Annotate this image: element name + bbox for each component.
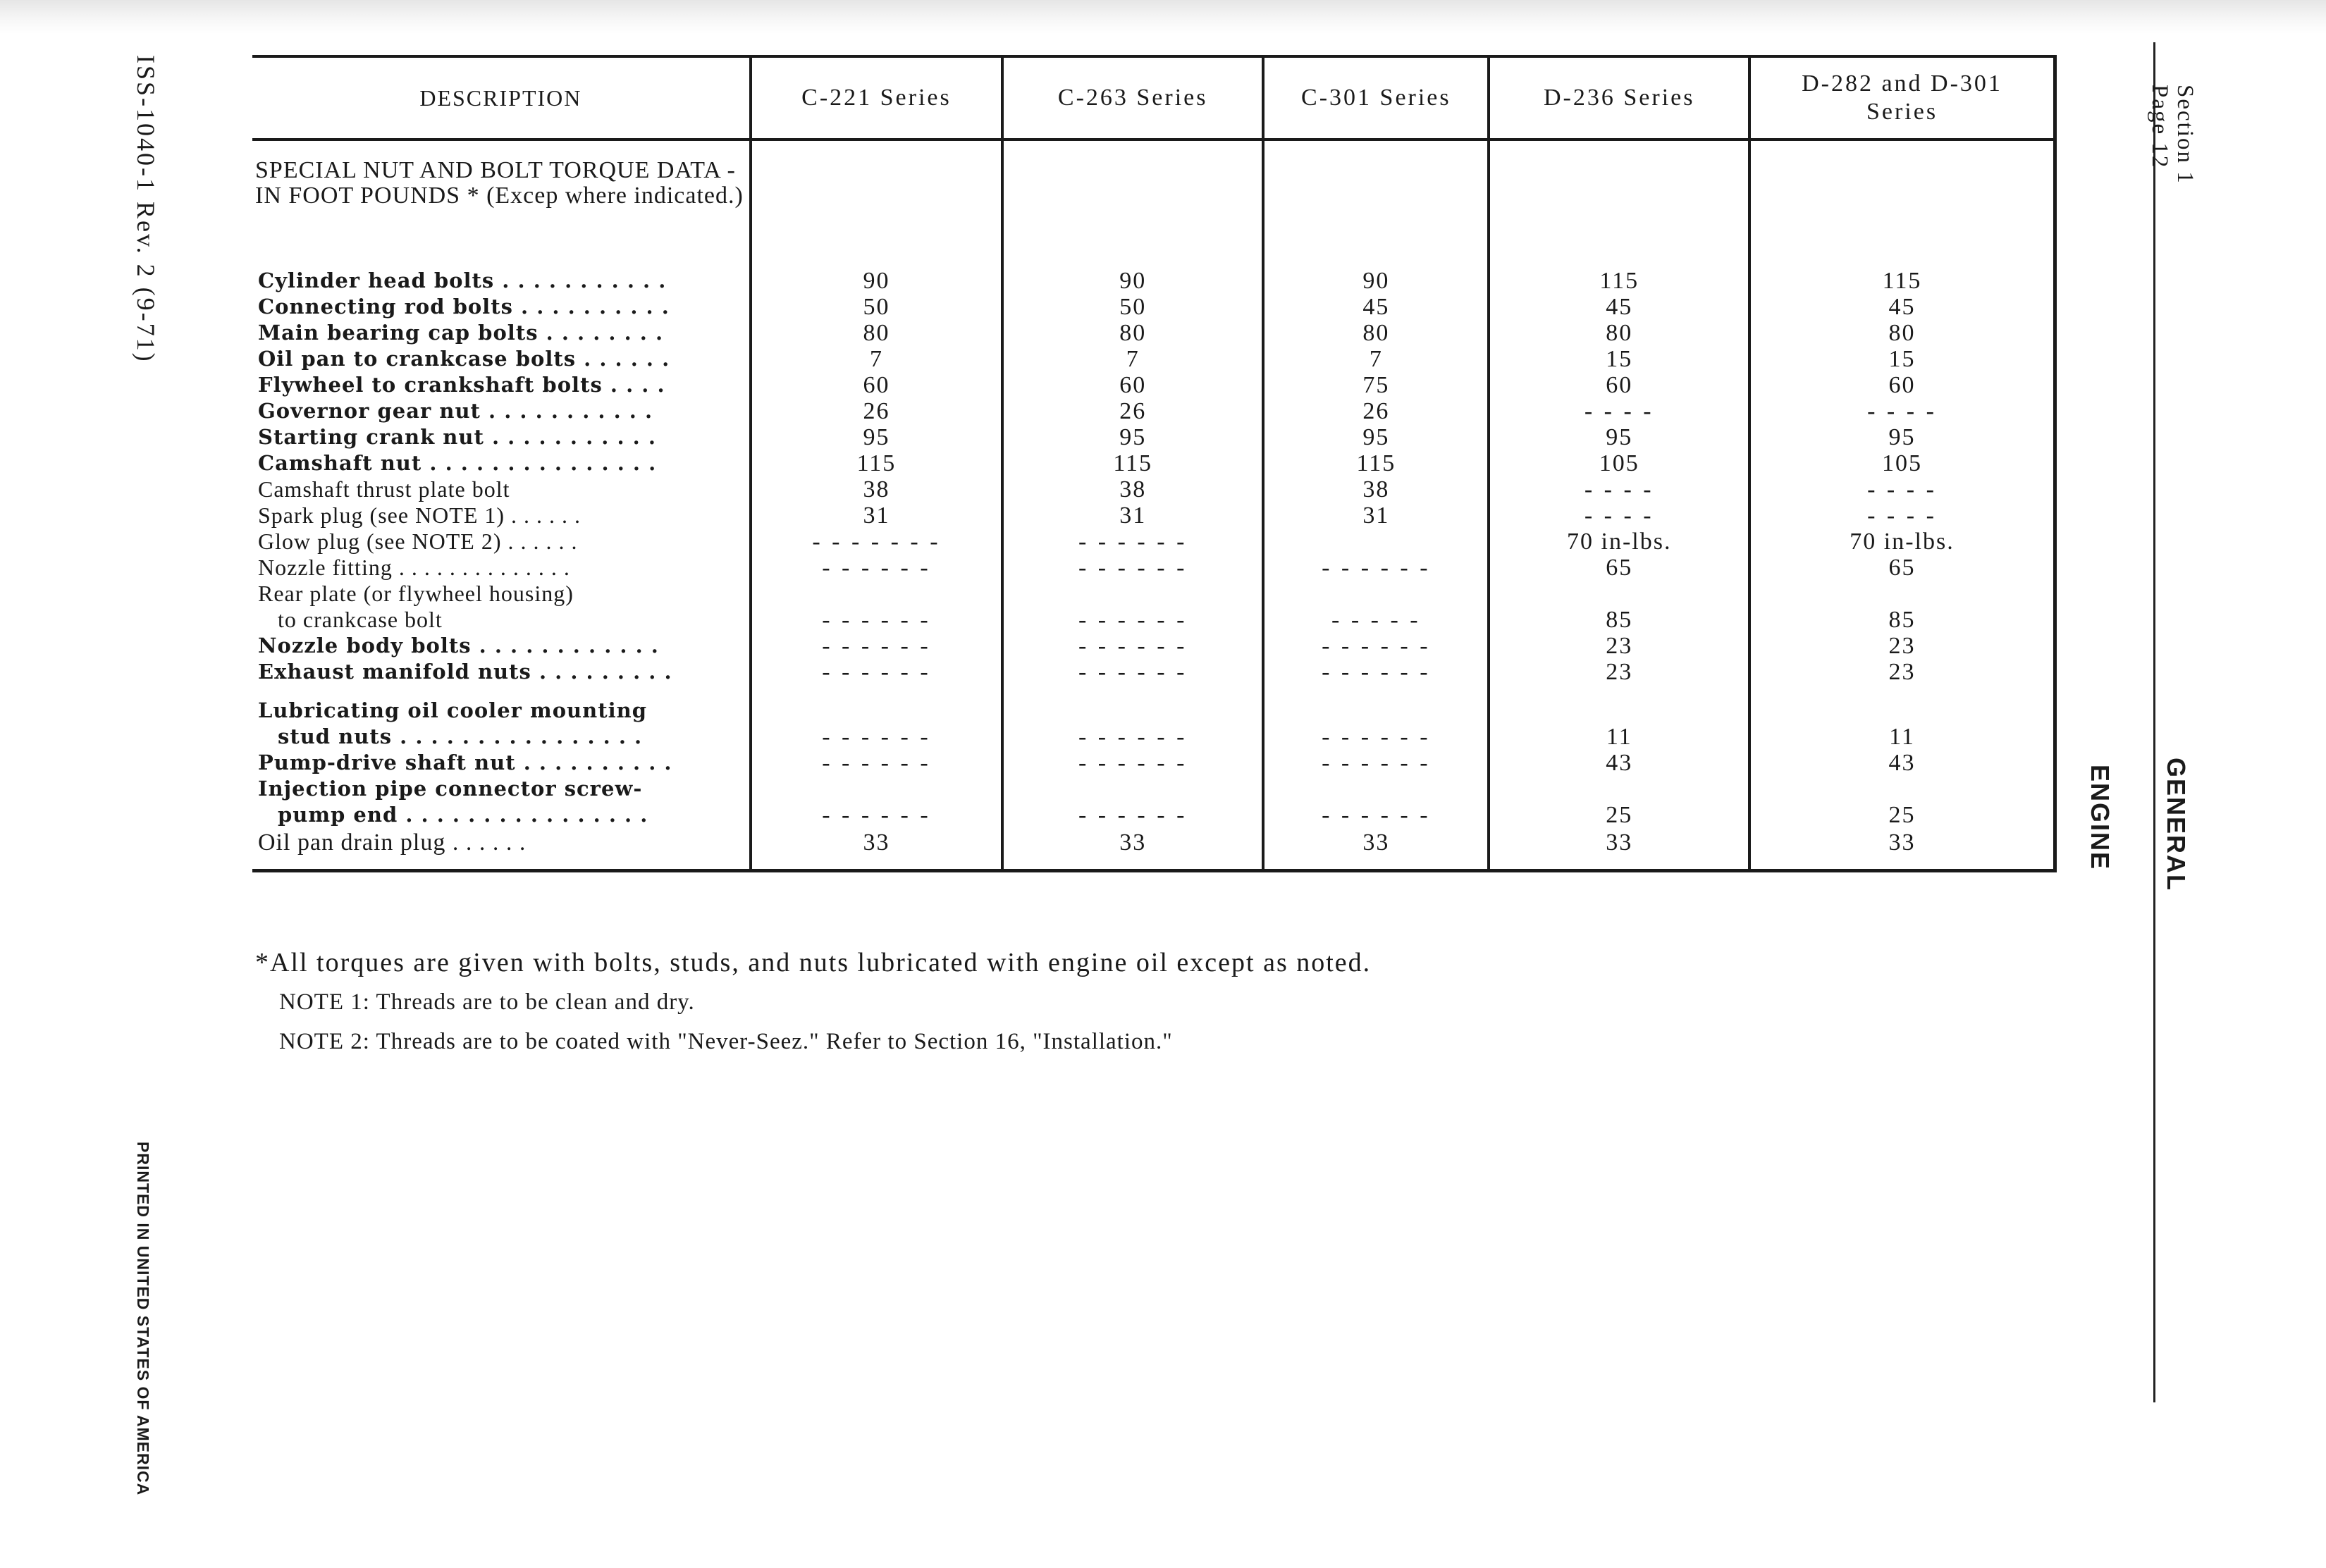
row-label: Nozzle fitting . . . . . . . . . . . . . . — [258, 555, 570, 580]
cell-value: - - - - - - — [1322, 659, 1431, 685]
table-cell — [1490, 424, 1748, 450]
cell-value: 31 — [1119, 502, 1147, 529]
cell-value: - - - - — [1584, 476, 1654, 502]
table-header-row — [252, 56, 2055, 140]
table-cell — [1751, 529, 2053, 555]
table-cell — [1264, 555, 1487, 581]
table-cell — [1264, 633, 1487, 659]
section-divider — [2153, 42, 2155, 1402]
table-cell — [1751, 450, 2053, 476]
cell-value: - - - - - - — [822, 607, 931, 633]
cell-value: 80 — [1606, 320, 1633, 346]
row-label: Spark plug (see NOTE 1) . . . . . . — [258, 502, 582, 528]
table-cell — [752, 450, 1001, 476]
cell-value: - - - - - - — [1322, 633, 1431, 659]
cell-value: 50 — [1119, 294, 1147, 320]
table-cell — [1004, 268, 1262, 294]
table-cell — [1490, 346, 1748, 372]
row-label-line: Injection pipe connector screw- — [258, 777, 643, 801]
table-cell — [1751, 294, 2053, 320]
header-c263: C-263 Series — [1002, 56, 1263, 140]
cell-value: 33 — [1362, 829, 1390, 856]
row-label: Starting crank nut . . . . . . . . . . . — [258, 425, 656, 449]
general-heading: GENERAL — [2162, 758, 2191, 892]
row-label: Governor gear nut . . . . . . . . . . . — [258, 399, 653, 423]
table-cell — [1751, 372, 2053, 398]
cell-value: 95 — [863, 424, 890, 450]
cell-value: 23 — [1888, 633, 1916, 659]
section-number: Section 1 — [2172, 85, 2198, 185]
cell-value: 90 — [863, 268, 890, 294]
cell-value: 65 — [1606, 555, 1633, 581]
table-cell — [1004, 424, 1262, 450]
table-cell — [1490, 581, 1748, 633]
table-cell — [1264, 346, 1487, 372]
cell-value: 90 — [1119, 268, 1147, 294]
table-cell — [1004, 750, 1262, 776]
table-cell — [1264, 476, 1487, 502]
header-description: DESCRIPTION — [252, 56, 751, 140]
table-cell — [752, 698, 1001, 750]
table-body-row — [252, 140, 2055, 871]
row-label: Main bearing cap bolts . . . . . . . . — [258, 321, 664, 345]
cell-value: 85 — [1606, 607, 1633, 633]
table-cell — [752, 555, 1001, 581]
table-cell — [1264, 581, 1487, 633]
c221-column — [751, 140, 1002, 871]
table-cell — [752, 828, 1001, 858]
cell-value: 115 — [856, 450, 897, 476]
cell-value: 95 — [1362, 424, 1390, 450]
row-label — [252, 581, 749, 633]
cell-value: 31 — [1362, 502, 1390, 529]
c263-column — [1002, 140, 1263, 871]
row-label-line: pump end . . . . . . . . . . . . . . . . — [278, 803, 648, 827]
section-page-label — [2147, 85, 2198, 185]
table-cell — [1004, 450, 1262, 476]
engine-heading: ENGINE — [2086, 765, 2115, 871]
table-cell — [1264, 776, 1487, 828]
page-number: Page 12 — [2147, 85, 2172, 169]
table-cell — [1264, 424, 1487, 450]
table-cell — [1751, 268, 2053, 294]
cell-value: - - - - - - — [1322, 555, 1431, 581]
cell-value: 11 — [1606, 724, 1632, 750]
table-cell — [1264, 450, 1487, 476]
table-cell — [1751, 346, 2053, 372]
row-label: Camshaft nut . . . . . . . . . . . . . . . — [258, 451, 657, 475]
table-cell — [1490, 294, 1748, 320]
table-cell — [1490, 828, 1748, 858]
cell-value: - - - - — [1584, 502, 1654, 529]
cell-value: 31 — [863, 502, 890, 529]
table-cell — [1751, 750, 2053, 776]
cell-value: 33 — [1606, 829, 1633, 856]
table-cell — [1264, 529, 1487, 555]
table-cell — [1004, 529, 1262, 555]
table-cell — [752, 372, 1001, 398]
table-cell — [1264, 398, 1487, 424]
table-cell — [1004, 372, 1262, 398]
cell-value: 60 — [863, 372, 890, 398]
cell-value: - - - - - - — [822, 802, 931, 828]
note-1: NOTE 1: Threads are to be clean and dry. — [279, 989, 695, 1015]
cell-value: 75 — [1362, 372, 1390, 398]
footnote-main: *All torques are given with bolts, studs, and nuts lubricated with engine oil except as noted. — [255, 948, 1372, 977]
table-cell — [1264, 372, 1487, 398]
cell-value: 23 — [1888, 659, 1916, 685]
table-cell — [1004, 502, 1262, 529]
cell-value: 60 — [1606, 372, 1633, 398]
cell-value: 105 — [1599, 450, 1639, 476]
cell-value: - - - - - - — [1078, 633, 1188, 659]
row-label: Nozzle body bolts . . . . . . . . . . . . — [258, 634, 659, 658]
cell-value: 60 — [1119, 372, 1147, 398]
d282-d301-column — [1749, 140, 2055, 871]
row-label: Oil pan drain plug . . . . . . — [258, 829, 527, 856]
table-cell — [1264, 320, 1487, 346]
row-label-line: stud nuts . . . . . . . . . . . . . . . . — [278, 724, 643, 748]
cell-value: 115 — [1356, 450, 1396, 476]
cell-value: 43 — [1606, 750, 1633, 776]
header-c301: C-301 Series — [1263, 56, 1489, 140]
table-cell — [1004, 633, 1262, 659]
table-cell — [752, 633, 1001, 659]
cell-value: 15 — [1888, 346, 1916, 372]
d236-column — [1489, 140, 1749, 871]
cell-value: - - - - — [1867, 398, 1937, 424]
table-cell — [752, 750, 1001, 776]
table-cell — [1490, 502, 1748, 529]
table-cell — [752, 320, 1001, 346]
table-cell — [752, 346, 1001, 372]
table-cell — [1751, 424, 2053, 450]
table-cell — [1490, 320, 1748, 346]
cell-value: 26 — [1362, 398, 1390, 424]
cell-value: 38 — [1119, 476, 1147, 502]
table-cell — [752, 529, 1001, 555]
cell-value: 65 — [1888, 555, 1916, 581]
table-cell — [1004, 320, 1262, 346]
row-label: Camshaft thrust plate bolt — [258, 476, 510, 502]
cell-value: 115 — [1882, 268, 1922, 294]
table-cell — [752, 398, 1001, 424]
cell-value: 38 — [1362, 476, 1390, 502]
torque-table — [252, 55, 2057, 872]
table-cell — [1490, 450, 1748, 476]
table-cell — [1264, 268, 1487, 294]
cell-value: 70 in-lbs. — [1567, 529, 1672, 555]
cell-value: - - - - - - — [1078, 802, 1188, 828]
row-label: Cylinder head bolts . . . . . . . . . . . — [258, 268, 667, 292]
cell-value: - - - - - - — [1078, 607, 1188, 633]
table-cell — [1490, 268, 1748, 294]
cell-value: - - - - - - — [822, 555, 931, 581]
document-id: ISS-1040-1 Rev. 2 (9-71) — [132, 55, 160, 364]
cell-value: 33 — [863, 829, 890, 856]
row-label: Pump-drive shaft nut . . . . . . . . . . — [258, 751, 672, 774]
table-cell — [1751, 776, 2053, 828]
table-cell — [1004, 828, 1262, 858]
header-d282-d301: D-282 and D-301 Series — [1749, 56, 2055, 140]
cell-value: - - - - - - — [1322, 750, 1431, 776]
table-cell — [1264, 750, 1487, 776]
table-cell — [1751, 320, 2053, 346]
cell-value: - - - - - - — [1078, 555, 1188, 581]
cell-value: 15 — [1606, 346, 1633, 372]
cell-value: 60 — [1888, 372, 1916, 398]
table-cell — [752, 502, 1001, 529]
table-cell — [1751, 698, 2053, 750]
table-cell — [1751, 581, 2053, 633]
table-cell — [752, 476, 1001, 502]
table-cell — [752, 268, 1001, 294]
scan-shadow — [0, 0, 2326, 34]
cell-value: 33 — [1119, 829, 1147, 856]
cell-value: 25 — [1606, 802, 1633, 828]
cell-value: 80 — [1119, 320, 1147, 346]
cell-value: - - - - - - — [822, 633, 931, 659]
table-cell — [752, 659, 1001, 685]
table-cell — [1264, 828, 1487, 858]
cell-value: 80 — [1362, 320, 1390, 346]
cell-value: - - - - - - — [1078, 659, 1188, 685]
table-cell — [1264, 502, 1487, 529]
cell-value: 33 — [1888, 829, 1916, 856]
cell-value: 26 — [1119, 398, 1147, 424]
cell-value: 80 — [1888, 320, 1916, 346]
cell-value: - - - - - - - — [812, 529, 941, 555]
table-cell — [1490, 555, 1748, 581]
printed-in-notice: PRINTED IN UNITED STATES OF AMERICA — [134, 1142, 152, 1496]
cell-value: 90 — [1362, 268, 1390, 294]
cell-value: - - - - — [1867, 476, 1937, 502]
cell-value: 85 — [1888, 607, 1916, 633]
table-cell — [1751, 659, 2053, 685]
cell-value: 11 — [1889, 724, 1915, 750]
table-cell — [1490, 633, 1748, 659]
table-cell — [1751, 502, 2053, 529]
row-label-line: Lubricating oil cooler mounting — [258, 698, 647, 722]
cell-value: 45 — [1362, 294, 1390, 320]
cell-value: 23 — [1606, 633, 1633, 659]
table-cell — [1751, 398, 2053, 424]
cell-value: 26 — [863, 398, 890, 424]
table-cell — [1751, 476, 2053, 502]
cell-value: 7 — [1126, 346, 1140, 372]
table-cell — [1490, 750, 1748, 776]
row-label: Exhaust manifold nuts . . . . . . . . . — [258, 660, 672, 684]
header-c221: C-221 Series — [751, 56, 1002, 140]
row-label: Flywheel to crankshaft bolts . . . . — [258, 373, 665, 397]
description-column — [252, 140, 751, 871]
table-cell — [1490, 776, 1748, 828]
row-label — [252, 776, 749, 828]
cell-value: 95 — [1888, 424, 1916, 450]
table-cell — [1490, 476, 1748, 502]
table-cell — [1004, 294, 1262, 320]
table-cell — [1004, 659, 1262, 685]
table-cell — [752, 776, 1001, 828]
table-cell — [1264, 294, 1487, 320]
cell-value: 50 — [863, 294, 890, 320]
table-cell — [752, 581, 1001, 633]
row-label: Connecting rod bolts . . . . . . . . . . — [258, 295, 670, 319]
cell-value: 45 — [1888, 294, 1916, 320]
table-cell — [1004, 776, 1262, 828]
cell-value: 95 — [1606, 424, 1633, 450]
cell-value: 23 — [1606, 659, 1633, 685]
cell-value: - - - - - - — [822, 724, 931, 750]
section-title: SPECIAL NUT AND BOLT TORQUE DATA - IN FOOT POUNDS * (Excep where indicated.) — [255, 157, 744, 209]
cell-value: 105 — [1882, 450, 1922, 476]
table-cell — [752, 294, 1001, 320]
cell-value: 43 — [1888, 750, 1916, 776]
table-cell — [1490, 529, 1748, 555]
table-cell — [1490, 398, 1748, 424]
cell-value: - - - - - - — [1078, 724, 1188, 750]
table-cell — [1751, 828, 2053, 858]
cell-value: 25 — [1888, 802, 1916, 828]
cell-value: - - - - - - — [1078, 750, 1188, 776]
table-cell — [1004, 346, 1262, 372]
cell-value: - - - - — [1867, 502, 1937, 529]
table-cell — [1004, 398, 1262, 424]
c301-column — [1263, 140, 1489, 871]
cell-value: 7 — [1369, 346, 1383, 372]
table-cell — [752, 424, 1001, 450]
cell-value: - - - - — [1584, 398, 1654, 424]
table-cell — [1004, 476, 1262, 502]
table-cell — [1490, 698, 1748, 750]
row-label-line: to crankcase bolt — [278, 607, 443, 632]
row-label: Glow plug (see NOTE 2) . . . . . . — [258, 529, 578, 554]
cell-value: - - - - - - — [1322, 724, 1431, 750]
cell-value: 7 — [869, 346, 883, 372]
row-label-line: Rear plate (or flywheel housing) — [258, 581, 574, 606]
cell-value: - - - - - - — [1078, 529, 1188, 555]
cell-value: 115 — [1599, 268, 1639, 294]
cell-value: 80 — [863, 320, 890, 346]
table-cell — [1264, 659, 1487, 685]
cell-value: 38 — [863, 476, 890, 502]
header-d236: D-236 Series — [1489, 56, 1749, 140]
cell-value: - - - - - - — [1322, 802, 1431, 828]
cell-value: 95 — [1119, 424, 1147, 450]
table-cell — [1004, 581, 1262, 633]
table-cell — [1004, 555, 1262, 581]
row-label — [252, 698, 749, 750]
cell-value: - - - - - — [1331, 607, 1421, 633]
cell-value: 70 in-lbs. — [1850, 529, 1955, 555]
cell-value: 45 — [1606, 294, 1633, 320]
table-cell — [1490, 372, 1748, 398]
table-cell — [1004, 698, 1262, 750]
table-cell — [1264, 698, 1487, 750]
cell-value: - - - - - - — [822, 750, 931, 776]
table-cell — [1751, 633, 2053, 659]
note-2: NOTE 2: Threads are to be coated with "Never-Seez." Refer to Section 16, "Installation." — [279, 1029, 1173, 1054]
row-label: Oil pan to crankcase bolts . . . . . . — [258, 347, 670, 371]
cell-value: - - - - - - — [822, 659, 931, 685]
table-cell — [1490, 659, 1748, 685]
cell-value: 115 — [1113, 450, 1153, 476]
table-cell — [1751, 555, 2053, 581]
